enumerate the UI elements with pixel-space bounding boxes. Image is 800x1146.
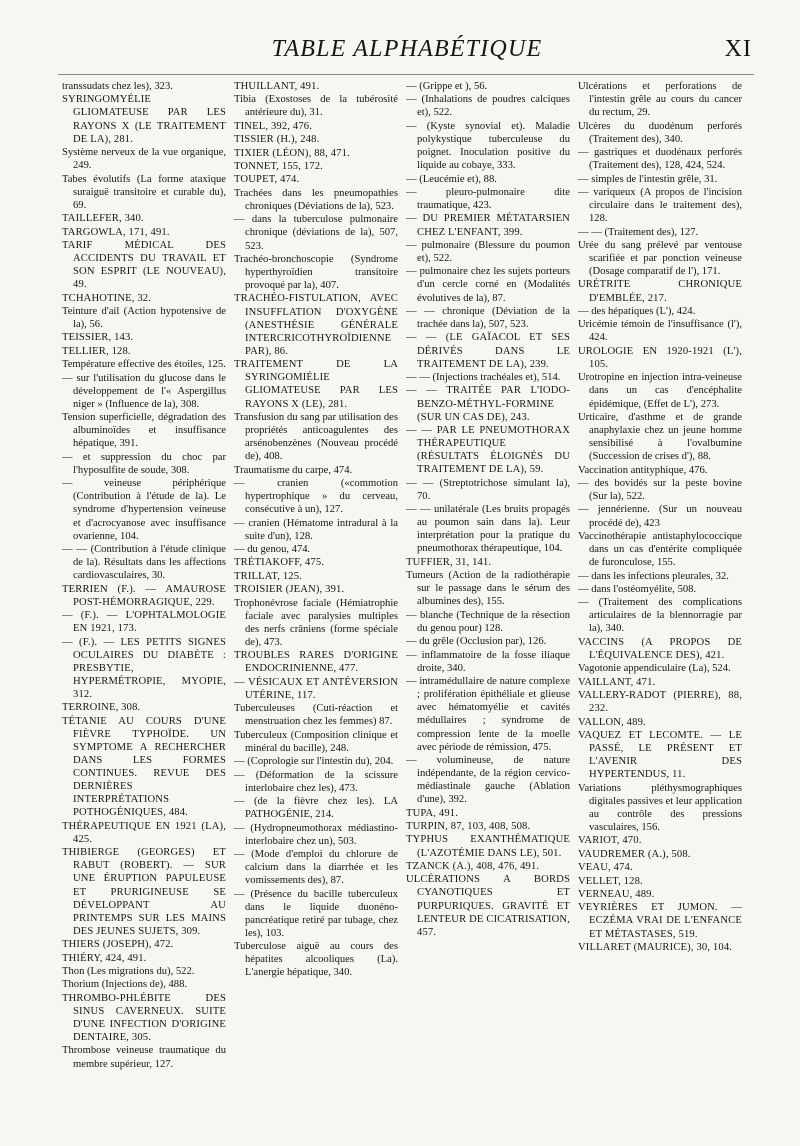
index-entry: VEYRIÈRES ET JUMON. — ECZÉMA VRAI DE L'ENFANCE ET MÉTASTASES, 519. <box>578 902 742 940</box>
header-rule <box>58 74 754 75</box>
index-entry: Trophonévrose faciale (Hémiatrophie faciale avec paralysies multiples des nerfs crâniens (forme spéciale de), 473. <box>234 597 398 648</box>
index-entry: — (de la fièvre chez les). LA PATHOGÉNIE, 214. <box>234 796 398 821</box>
page-title: TABLE ALPHABÉTIQUE <box>271 36 543 62</box>
index-entry: — — (Streptotrichose simulant la), 70. <box>406 477 570 502</box>
index-entry: THIBIERGE (GEORGES) ET RABUT (ROBERT). — SUR UNE ÉRUPTION PAPULEUSE ET PRURIGINEUSE SE DÉVELOPPANT AU PRINTEMPS SUR LES MAINS DES JEUNES SUJETS, 309. <box>62 847 226 937</box>
index-entry: — du grêle (Occlusion par), 126. <box>406 636 547 648</box>
index-entry: TAILLEFER, 340. <box>62 213 144 225</box>
index-entry: — (Leucémie et), 88. <box>406 173 497 185</box>
index-entry: TONNET, 155, 172. <box>234 161 323 173</box>
index-entry: Tibia (Exostoses de la tubérosité antérieure du), 31. <box>234 94 398 119</box>
index-entry: — — chronique (Déviation de la trachée dans la), 507, 523. <box>406 305 570 331</box>
index-entry: TUFFIER, 31, 141. <box>406 556 492 568</box>
index-entry: TROUBLES RARES D'ORIGINE ENDOCRINIENNE, 477. <box>234 650 398 675</box>
index-entry: — volumineuse, de nature indépendante, de la région cervico-médiastinale gauche (Ablation d'une), 392. <box>406 755 570 806</box>
index-entry: VAILLANT, 471. <box>578 676 656 688</box>
index-entry: — gastriques et duodénaux perforés (Traitement des), 128, 424, 524. <box>578 147 742 172</box>
index-columns <box>62 80 742 1130</box>
index-entry: TELLIER, 128. <box>62 345 131 357</box>
index-entry: — veineuse périphérique (Contribution à l'étude de la). Le syndrome d'hypertension veineuse et d'acrocyanose avec insuffisance ovarienne, 104. <box>62 478 226 542</box>
index-entry: TEISSIER, 143. <box>62 332 134 344</box>
index-entry: VELLET, 128. <box>578 875 643 887</box>
page-number: XI <box>724 36 752 62</box>
index-entry: Traumatisme du carpe, 474. <box>234 464 353 476</box>
index-entry: Thrombose veineuse traumatique du membre supérieur, 127. <box>62 1045 226 1070</box>
index-entry: — VÉSICAUX ET ANTÉVERSION UTÉRINE, 117. <box>234 676 398 701</box>
index-entry: Thorium (Injections de), 488. <box>62 979 188 991</box>
index-entry: TRACHÉO-FISTULATION, AVEC INSUFFLATION D'OXYGÈNE (ANESTHÉSIE GÉNÉRALE INTERCRICOTHYROÏDIENNE PAR), 86. <box>234 293 398 357</box>
index-entry: Vaccination antityphique, 476. <box>578 464 708 476</box>
index-entry: TURPIN, 87, 103, 408, 508. <box>406 821 531 833</box>
page-header <box>62 36 752 70</box>
index-entry: TÉTANIE AU COURS D'UNE FIÈVRE TYPHOÏDE. UN SYMPTOME A RECHERCHER DANS LES FORMES CONTINUES. REVUE DES DERNIÈRES INTERPRÉTATIONS POTHOGÉNIQUES, 484. <box>62 715 226 819</box>
index-entry: — dans la tuberculose pulmonaire chronique (déviations de la), 507, 523. <box>234 214 398 252</box>
index-entry: Ulcérations et perforations de l'intestin grêle au cours du cancer du rectum, 29. <box>578 81 742 119</box>
index-entry: — inflammatoire de la fosse iliaque droite, 340. <box>406 649 570 674</box>
index-entry: Vagotonie appendiculaire (La), 524. <box>578 663 731 675</box>
index-entry: Tuberculeux (Composition clinique et minéral du bacille), 248. <box>234 729 398 754</box>
index-entry: — (Kyste synovial et). Maladie polykystique tuberculeuse du poignet. Inoculation positive du liquide au cobaye, 333. <box>406 120 570 172</box>
index-entry: SYRINGOMYÉLIE GLIOMATEUSE PAR LES RAYONS X (LE TRAITEMENT DE LA), 281. <box>62 94 226 145</box>
index-entry: TERROINE, 308. <box>62 702 141 714</box>
index-entry: THIÉRY, 424, 491. <box>62 952 147 964</box>
index-entry: VARIOT, 470. <box>578 835 642 847</box>
index-entry: Système nerveux de la vue organique, 249. <box>62 147 226 172</box>
index-entry: Tumeurs (Action de la radiothérapie sur le passage dans le sérum des albumines des), 155. <box>406 570 570 608</box>
index-entry: TOUPET, 474. <box>234 174 300 186</box>
index-column-4 <box>578 80 742 1130</box>
index-entry: — — (Injections trachéales et), 514. <box>406 372 561 384</box>
index-entry: — (Inhalations de poudres calciques et), 522. <box>406 94 570 119</box>
index-entry: Tuberculose aiguë au cours des hépatites alcooliques (La). L'anergie hépatique, 340. <box>234 941 398 979</box>
index-entry: — (F.). — LES PETITS SIGNES OCULAIRES DU DIABÈTE : PRESBYTIE, HYPERMÉTROPIE, MYOPIE, 312. <box>62 636 226 700</box>
index-entry: ULCÉRATIONS A BORDS CYANOTIQUES ET PURPURIQUES. GRAVITÉ ET LENTEUR DE CICATRISATION, 457. <box>406 874 570 938</box>
index-entry: UROLOGIE EN 1920-1921 (L'), 105. <box>578 345 742 370</box>
index-entry: VALLERY-RADOT (PIERRE), 88, 232. <box>578 690 742 715</box>
index-entry: — (F.). — L'OPHTALMOLOGIE EN 1921, 173. <box>62 610 226 635</box>
index-entry: VAUDREMER (A.), 508. <box>578 848 691 860</box>
index-entry: URÉTRITE CHRONIQUE D'EMBLÉE, 217. <box>578 279 742 304</box>
index-entry: VEAU, 474. <box>578 862 633 874</box>
index-entry: TROISIER (JEAN), 391. <box>234 584 345 596</box>
index-entry: — blanche (Technique de la résection du genou pour) 128. <box>406 609 570 634</box>
index-entry: — — (LE GAÏACOL ET SES DÉRIVÉS DANS LE TRAITEMENT DE LA), 239. <box>406 332 570 370</box>
index-entry: THÉRAPEUTIQUE EN 1921 (LA), 425. <box>62 820 226 845</box>
index-entry: TYPHUS EXANTHÉMATIQUE (L'AZOTÉMIE DANS LE), 501. <box>406 834 570 859</box>
index-entry: TRÉTIAKOFF, 475. <box>234 557 325 569</box>
index-entry: TCHAHOTINE, 32. <box>62 292 152 304</box>
index-column-1 <box>62 80 226 1130</box>
index-entry: — — unilatérale (Les bruits propagés au poumon sain dans la). Leur interprétation pour la pratique du pneumothorax thérapeutique, 104. <box>406 504 570 555</box>
index-entry: VERNEAU, 489. <box>578 888 655 900</box>
index-entry: — du genou, 474. <box>234 544 311 556</box>
index-column-3 <box>406 80 570 1130</box>
index-entry: Température effective des étoiles, 125. <box>62 359 226 371</box>
index-entry: TARIF MÉDICAL DES ACCIDENTS DU TRAVAIL ET SON ESPRIT (LE NOUVEAU), 49. <box>62 239 226 291</box>
index-entry: Thon (Les migrations du), 522. <box>62 966 195 977</box>
index-entry: TERRIEN (F.). — AMAUROSE POST-HÉMORRAGIQUE, 229. <box>62 583 226 608</box>
index-entry: — intramédullaire de nature complexe ; prolifération épithéliale et glieuse avec hématomyélie et cavités médullaires ; syndrome de compression lente de la moelle avec période de rémission, 475. <box>406 676 570 753</box>
index-entry: Teinture d'ail (Action hypotensive de la), 56. <box>62 305 226 331</box>
index-entry: Ulcères du duodénum perforés (Traitement des), 340. <box>578 120 742 145</box>
index-entry: — DU PREMIER MÉTATARSIEN CHEZ L'ENFANT, 399. <box>406 213 570 238</box>
index-entry: — jennérienne. (Sur un nouveau procédé de), 423 <box>578 504 742 529</box>
index-entry: VAQUEZ ET LECOMTE. — LE PASSÉ, LE PRÉSENT ET L'AVENIR DES HYPERTENDUS, 11. <box>578 730 742 781</box>
index-entry: Urée du sang prélevé par ventouse scarifiée et par ponction veineuse (Dosage comparatif de l'), 171. <box>578 239 742 278</box>
index-entry: TINEL, 392, 476. <box>234 120 313 132</box>
index-entry: — — TRAITÉE PAR L'IODO-BENZO-MÉTHYL-FORMINE (SUR UN CAS DE), 243. <box>406 385 570 423</box>
index-entry: — variqueux (A propos de l'incision circulaire dans le traitement des), 128. <box>578 186 742 225</box>
index-entry: VILLARET (MAURICE), 30, 104. <box>578 941 733 953</box>
index-entry: Tuberculeuses (Cuti-réaction et menstruation chez les femmes) 87. <box>234 703 398 728</box>
index-entry: TISSIER (H.), 248. <box>234 134 320 146</box>
index-entry: — des bovidés sur la peste bovine (Sur la), 522. <box>578 477 742 503</box>
index-entry: — sur l'utilisation du glucose dans le développement de l'« Aspergillus niger » (Influence de la), 308. <box>62 372 226 410</box>
index-entry: — simples de l'intestin grêle, 31. <box>578 173 718 185</box>
index-entry: — pulmonaire chez les sujets porteurs d'un cercle corné en (Modalités évolutives de la), 87. <box>406 266 570 304</box>
index-entry: — — (Traitement des), 127. <box>578 226 699 238</box>
index-entry: — cranien («commotion hypertrophique » du cerveau, consécutive à un), 127. <box>234 477 398 516</box>
index-entry: VALLON, 489. <box>578 716 646 728</box>
index-entry: — (Coprologie sur l'intestin du), 204. <box>234 756 394 768</box>
index-entry: — (Grippe et ), 56. <box>406 81 488 92</box>
index-entry: Tension superficielle, dégradation des albuminoïdes et insuffisance hépatique, 391. <box>62 412 226 450</box>
index-entry: Trachées dans les pneumopathies chroniques (Déviations de la), 523. <box>234 187 398 212</box>
index-entry: Transfusion du sang par utilisation des propriétés anticoagulentes des arsénobenzènes (Nouveau procédé de), 408. <box>234 411 398 463</box>
index-entry: — pleuro-pulmonaire dite traumatique, 423. <box>406 186 570 212</box>
index-entry: VACCINS (A PROPOS DE L'ÉQUIVALENCE DES), 421. <box>578 636 742 661</box>
index-entry: TUPA, 491. <box>406 807 459 819</box>
index-entry: Tabes évolutifs (La forme ataxique suraiguë transitoire et curable du), 69. <box>62 173 226 211</box>
index-entry: — (Déformation de la scissure interlobaire chez les), 473. <box>234 769 398 794</box>
index-entry: THIERS (JOSEPH), 472. <box>62 939 174 951</box>
index-entry: TZANCK (A.), 408, 476, 491. <box>406 860 540 872</box>
index-entry: Uricémie témoin de l'insuffisance (l'), 424. <box>578 319 742 344</box>
index-entry: — (Hydropneumothorax médiastino-interlobaire chez un), 503. <box>234 822 398 847</box>
index-entry: TRAITEMENT DE LA SYRINGOMIÉLIE GLIOMATEUSE PAR LES RAYONS X (LE), 281. <box>234 359 398 410</box>
index-entry: — cranien (Hématome intradural à la suite d'un), 128. <box>234 517 398 542</box>
index-entry: — (Traitement des complications articulaires de la blennorragie par la), 340. <box>578 597 742 635</box>
index-entry: — et suppression du choc par l'hyposulfite de soude, 308. <box>62 451 226 476</box>
index-entry: TRILLAT, 125. <box>234 570 302 582</box>
index-entry: THUILLANT, 491. <box>234 81 320 92</box>
index-entry: — dans les infections pleurales, 32. <box>578 570 729 582</box>
index-entry: — des hépatiques (L'), 424. <box>578 305 696 317</box>
index-entry: TARGOWLA, 171, 491. <box>62 226 170 238</box>
index-column-2 <box>234 80 398 1130</box>
index-entry: — pulmonaire (Blessure du poumon et), 522. <box>406 239 570 264</box>
index-entry: — (Présence du bacille tuberculeux dans le liquide duonéno-pancréatique retiré par tubage, chez les), 103. <box>234 888 398 939</box>
index-entry: Vaccinothérapie antistaphylococcique dans un cas d'entérite compliquée de furonculose, 155. <box>578 530 742 569</box>
index-entry: Urticaire, d'asthme et de grande anaphylaxie chez un jeune homme sensibilisé à l'ovalbumine (Succession de crises d'), 88. <box>578 411 742 463</box>
index-entry: — (Mode d'emploi du chlorure de calcium dans la diarrhée et les vomissements des), 87. <box>234 849 398 887</box>
index-entry: transsudats chez les), 323. <box>62 81 173 92</box>
index-entry: TIXIER (LÉON), 88, 471. <box>234 147 350 159</box>
index-entry: Variations pléthysmographiques digitales passives et leur application au contrôle des pressions vasculaires, 156. <box>578 782 742 833</box>
index-entry: THROMBO-PHLÉBITE DES SINUS CAVERNEUX. SUITE D'UNE INFECTION D'ORIGINE DENTAIRE, 305. <box>62 992 226 1044</box>
index-entry: — — (Contribution à l'étude clinique de la). Résultats dans les affections cardiovasculaires, 30. <box>62 544 226 582</box>
index-entry: — dans l'ostéomyélite, 508. <box>578 583 697 595</box>
index-entry: Trachéo-bronchoscopie (Syndrome hyperthyroïdien transitoire provoqué par la), 407. <box>234 253 398 292</box>
index-entry: — — PAR LE PNEUMOTHORAX THÉRAPEUTIQUE (RÉSULTATS ÉLOIGNÉS DU TRAITEMENT DE LA), 59. <box>406 425 570 476</box>
index-entry: Urotropine en injection intra-veineuse dans un cas d'encéphalite épidémique, (Effet de L'), 273. <box>578 372 742 410</box>
